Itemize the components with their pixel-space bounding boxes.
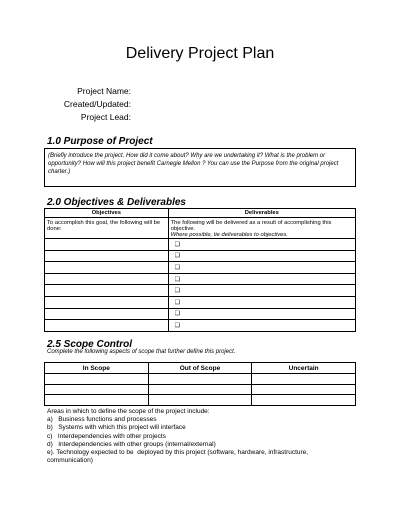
uncertain-cell[interactable]: [252, 384, 356, 395]
scope-area-item: a) Business functions and processes: [47, 416, 157, 424]
scope-table: [44, 362, 356, 406]
scope-row: [45, 374, 356, 385]
deliverable-cell[interactable]: [168, 273, 355, 285]
objective-cell[interactable]: [45, 320, 169, 332]
scope-area-item: e). Technology expected to be deployed by this project (software, hardware, infrastructure,: [47, 449, 309, 457]
objectives-rows: [45, 239, 356, 332]
scope-heading: 2.5 Scope Control: [47, 339, 133, 350]
in-scope-cell[interactable]: [45, 395, 149, 406]
objectives-row: [45, 308, 356, 320]
page-title: Delivery Project Plan: [125, 45, 275, 62]
objectives-heading: 2.0 Objectives & Deliverables: [47, 197, 186, 208]
project-lead-label: Project Lead:: [80, 112, 131, 122]
scope-subtitle: Complete the following aspects of scope that further define this project.: [47, 349, 236, 355]
purpose-heading: 1.0 Purpose of Project: [47, 136, 153, 147]
scope-area-item: communication): [47, 457, 93, 465]
scope-area-item: d) Interdependencies with other groups (internal/external): [47, 440, 216, 448]
checkbox-bullet-icon: ❑: [174, 288, 180, 295]
created-updated-label: Created/Updated:: [63, 99, 131, 109]
checkbox-bullet-icon: ❑: [174, 311, 180, 318]
purpose-text-box[interactable]: (Briefly introduce the project. How did it come about? Why are we undertaking it? What is the problem or opportunity? How will this project benefit Carnegie Mellon ? You can use the Purpose from the original project charter.): [44, 148, 356, 187]
checkbox-bullet-icon: ❑: [174, 276, 180, 283]
in-scope-cell[interactable]: [45, 374, 149, 385]
in-scope-cell[interactable]: [45, 384, 149, 395]
checkbox-bullet-icon: ❑: [174, 264, 180, 271]
in-scope-header: In Scope: [45, 363, 149, 374]
out-of-scope-cell[interactable]: [148, 384, 252, 395]
objective-cell[interactable]: [45, 273, 169, 285]
out-of-scope-cell[interactable]: [148, 374, 252, 385]
deliverable-cell[interactable]: [168, 308, 355, 320]
objective-cell[interactable]: [45, 239, 169, 251]
uncertain-header: Uncertain: [252, 363, 356, 374]
scope-row: [45, 395, 356, 406]
objectives-row: [45, 285, 356, 297]
scope-rows: [45, 374, 356, 406]
checkbox-bullet-icon: ❑: [174, 241, 180, 248]
objective-cell[interactable]: [45, 285, 169, 297]
deliverables-subheader-line-2: Where possible, tie deliverables to objectives.: [170, 232, 288, 238]
deliverables-subheader-line-1: The following will be delivered as a result of accomplishing this objective.: [170, 220, 332, 232]
scope-areas-list: [47, 408, 357, 465]
deliverable-cell[interactable]: [168, 285, 355, 297]
objective-cell[interactable]: [45, 296, 169, 308]
scope-area-item: b) Systems with which this project will interface: [47, 424, 186, 432]
objectives-row: [45, 262, 356, 274]
scope-area-item: c) Interdependencies with other projects: [47, 432, 166, 440]
objectives-row: [45, 250, 356, 262]
deliverable-cell[interactable]: [168, 262, 355, 274]
objectives-row: [45, 273, 356, 285]
objectives-row: [45, 320, 356, 332]
checkbox-bullet-icon: ❑: [174, 322, 180, 329]
out-of-scope-header: Out of Scope: [148, 363, 252, 374]
out-of-scope-cell[interactable]: [148, 395, 252, 406]
checkbox-bullet-icon: ❑: [174, 253, 180, 260]
objectives-row: [45, 239, 356, 251]
deliverable-cell[interactable]: [168, 239, 355, 251]
objective-cell[interactable]: [45, 308, 169, 320]
deliverable-cell[interactable]: [168, 320, 355, 332]
uncertain-cell[interactable]: [252, 395, 356, 406]
deliverables-column-header: Deliverables: [168, 209, 355, 218]
objectives-table: [44, 208, 356, 332]
objectives-column-header: Objectives: [45, 209, 169, 218]
deliverable-cell[interactable]: [168, 296, 355, 308]
checkbox-bullet-icon: ❑: [174, 299, 180, 306]
deliverables-subheader: [168, 218, 355, 239]
objectives-row: [45, 296, 356, 308]
deliverable-cell[interactable]: [168, 250, 355, 262]
project-name-label: Project Name:: [77, 86, 131, 96]
objective-cell[interactable]: [45, 262, 169, 274]
scope-areas-intro: Areas in which to define the scope of the project include:: [47, 408, 210, 415]
scope-row: [45, 384, 356, 395]
uncertain-cell[interactable]: [252, 374, 356, 385]
objective-cell[interactable]: [45, 250, 169, 262]
objectives-subheader: To accomplish this goal, the following will be done:: [45, 218, 169, 239]
